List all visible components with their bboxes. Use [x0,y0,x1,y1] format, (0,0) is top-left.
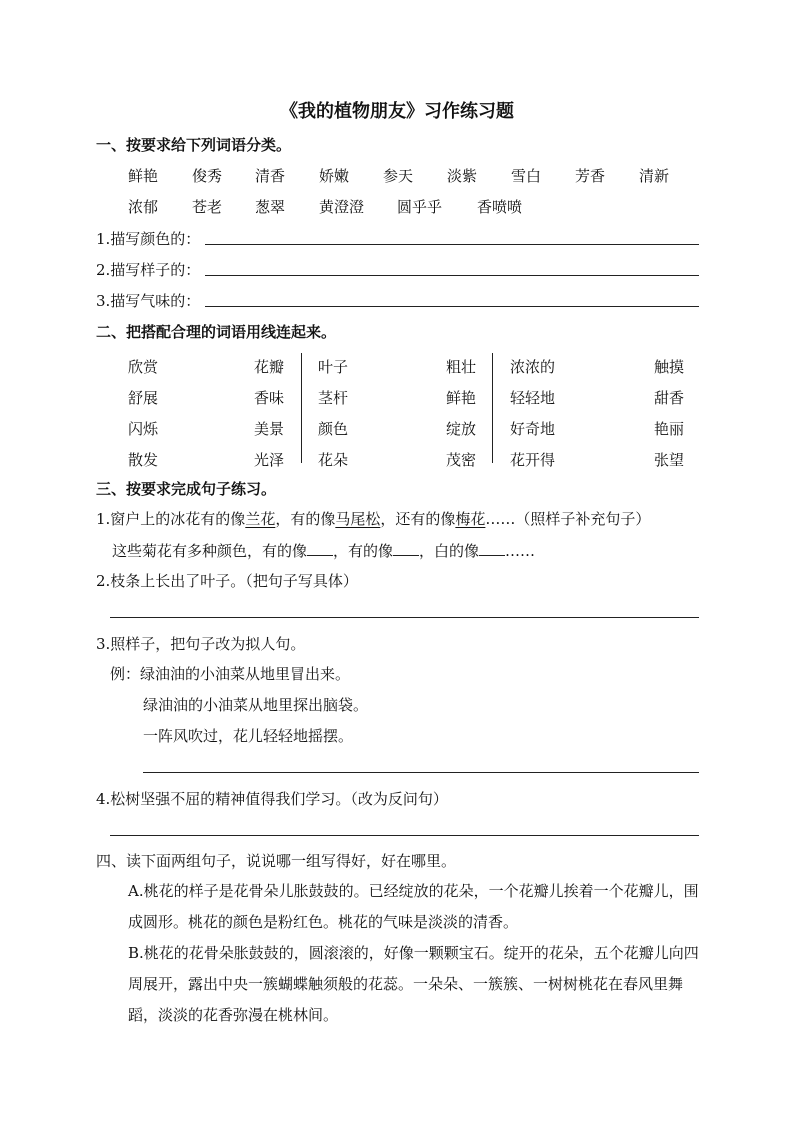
text: 这些菊花有多种颜色，有的像 [112,542,308,560]
match-group-1-right [254,352,284,476]
passage-a [128,876,700,938]
match-word[interactable]: 粗壮 [446,358,477,376]
sentence-q1-fill [112,540,535,561]
text: 1.窗户上的冰花有的像 [96,510,246,528]
match-word[interactable]: 散发 [128,451,159,469]
sentence-q4: 4.松树坚强不屈的精神值得我们学习。（改为反问句） [96,790,448,808]
page-title: 《我的植物朋友》习作练习题 [280,101,514,122]
word: 圆乎乎 [397,198,443,216]
match-word[interactable]: 欣赏 [128,358,159,376]
match-word[interactable]: 花瓣 [254,358,285,376]
match-word[interactable]: 艳丽 [654,420,685,438]
sentence-q2: 2.枝条上长出了叶子。（把句子写具体） [96,572,358,590]
answer-line[interactable] [110,835,699,836]
text: ，有的像 [333,542,394,560]
passage-text: 桃花的花骨朵胀鼓鼓的，圆滚滚的，好像一颗颗宝石。绽开的花朵，五个花瓣儿向四周展开，露出中央一簇蝴蝶触须般的花蕊。一朵朵、一簇簇、一树树桃花在春风里舞蹈，淡淡的花香弥漫在桃林间。 [128,944,699,1024]
word: 葱翠 [255,198,286,216]
match-word[interactable]: 舒展 [128,389,159,407]
match-word[interactable]: 甜香 [654,389,685,407]
word: 浓郁 [128,198,159,216]
option-label: B. [128,944,144,962]
underlined-word: 梅花 [455,510,486,528]
word-row-2 [128,196,537,217]
match-group-2-right [446,352,476,476]
match-word[interactable]: 花朵 [318,451,349,469]
match-group-1-left [128,352,158,476]
match-word[interactable]: 叶子 [318,358,349,376]
option-label: A. [128,882,144,900]
section-2-heading: 二、把搭配合理的词语用线连起来。 [96,323,337,341]
text: ……（照样子补充句子） [485,510,651,528]
example-sentence: 例：绿油油的小油菜从地里冒出来。 [110,665,351,683]
fill-blank[interactable] [393,541,419,556]
sentence-q3: 3.照样子，把句子改为拟人句。 [96,635,306,653]
match-word[interactable]: 茂密 [446,451,477,469]
answer-line[interactable] [205,244,699,245]
text: ，还有的像 [380,510,456,528]
word: 俊秀 [192,167,223,185]
word: 参天 [383,167,414,185]
underlined-word: 马尾松 [335,510,381,528]
section-1-heading: 一、按要求给下列词语分类。 [96,136,292,154]
word: 雪白 [511,167,542,185]
fill-blank[interactable] [479,541,505,556]
match-group-2-left [318,352,348,476]
match-word[interactable]: 好奇地 [510,420,556,438]
question-smell: 3.描写气味的： [96,292,201,310]
match-word[interactable]: 花开得 [510,451,556,469]
section-4-heading: 四、读下面两组句子，说说哪一组写得好，好在哪里。 [96,852,457,870]
word: 清新 [639,167,670,185]
fill-blank[interactable] [307,541,333,556]
word: 芳香 [575,167,606,185]
match-word[interactable]: 美景 [254,420,285,438]
match-word[interactable]: 触摸 [654,358,685,376]
question-shape: 2.描写样子的： [96,261,201,279]
match-word[interactable]: 光泽 [254,451,285,469]
word: 黄澄澄 [319,198,365,216]
word: 鲜艳 [128,167,159,185]
text: ，白的像 [419,542,480,560]
group-divider [492,353,493,463]
example-answer: 绿油油的小油菜从地里探出脑袋。 [143,696,369,714]
answer-line[interactable] [143,772,699,773]
answer-line[interactable] [205,306,699,307]
word: 娇嫩 [319,167,350,185]
word: 苍老 [192,198,223,216]
task-sentence: 一阵风吹过，花儿轻轻地摇摆。 [143,727,354,745]
match-word[interactable]: 闪烁 [128,420,159,438]
match-word[interactable]: 鲜艳 [446,389,477,407]
word: 淡紫 [447,167,478,185]
match-word[interactable]: 香味 [254,389,285,407]
match-word[interactable]: 绽放 [446,420,477,438]
match-word[interactable]: 浓浓的 [510,358,556,376]
passage-text: 桃花的样子是花骨朵儿胀鼓鼓的。已经绽放的花朵，一个花瓣儿挨着一个花瓣儿，围成圆形。桃花的颜色是粉红色。桃花的气味是淡淡的清香。 [128,882,699,931]
question-color: 1.描写颜色的： [96,230,201,248]
answer-line[interactable] [110,617,699,618]
match-group-3-left [510,352,555,476]
text: …… [505,542,536,560]
text: ，有的像 [275,510,336,528]
underlined-word: 兰花 [245,510,276,528]
match-word[interactable]: 颜色 [318,420,349,438]
match-word[interactable]: 轻轻地 [510,389,556,407]
answer-line[interactable] [205,275,699,276]
word: 清香 [255,167,286,185]
sentence-q1 [96,508,650,529]
group-divider [301,353,302,463]
word: 香喷喷 [477,198,523,216]
section-3-heading: 三、按要求完成句子练习。 [96,480,277,498]
match-group-3-right [654,352,684,476]
match-word[interactable]: 张望 [654,451,685,469]
word-row-1 [128,165,679,186]
match-word[interactable]: 茎杆 [318,389,349,407]
passage-b [128,938,700,1031]
